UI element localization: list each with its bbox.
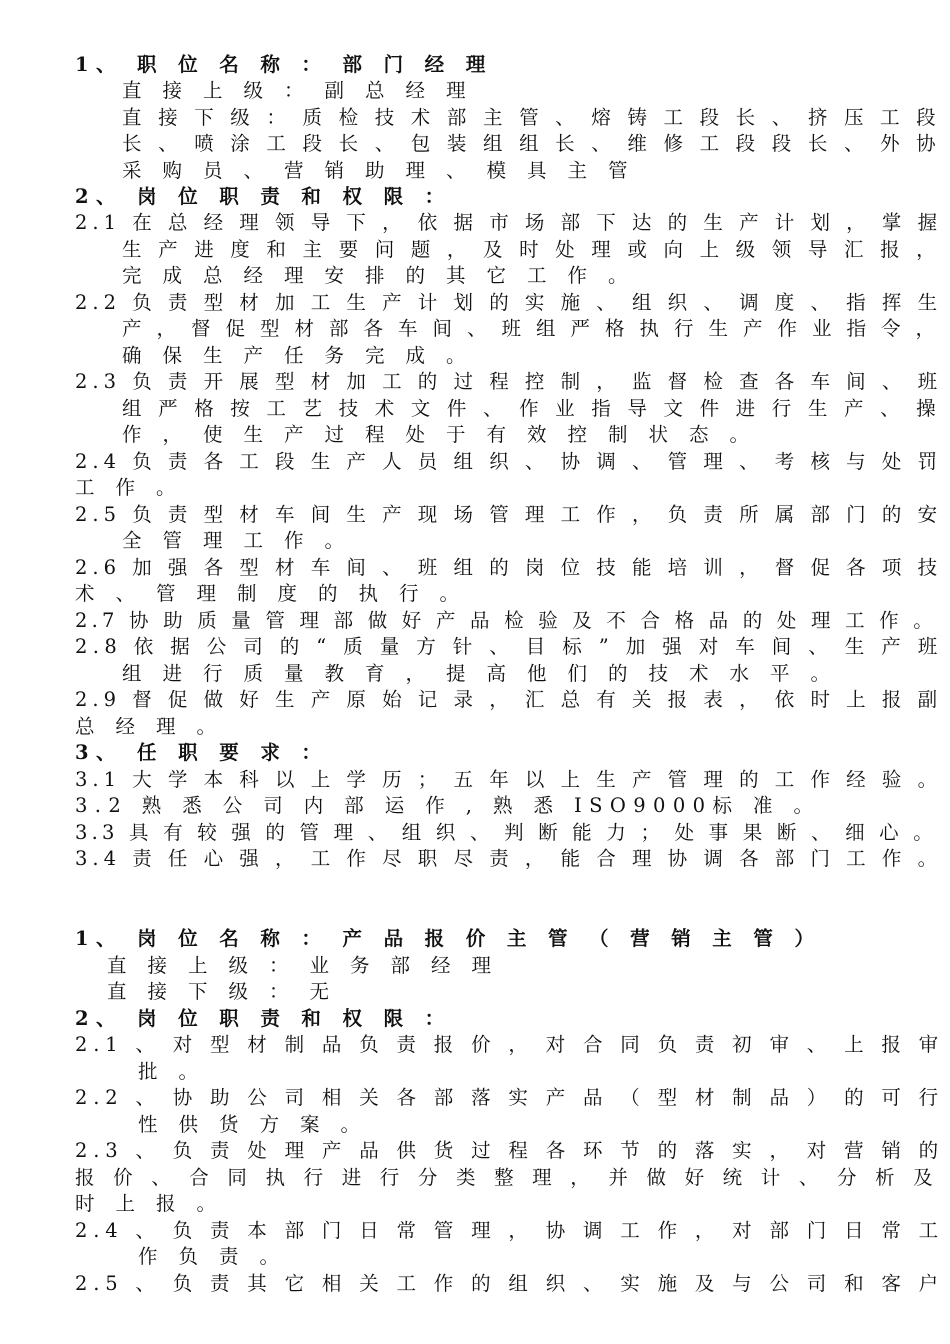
doc2-duty-2-4-line2: 作 负 责 。 xyxy=(138,1245,287,1268)
doc1-duty-2-3-line3: 作 ， 使 生 产 过 程 处 于 有 效 控 制 状 态 。 xyxy=(122,423,757,446)
doc1-direct-subordinate-line3: 采 购 员 、 营 销 助 理 、 模 具 主 管 xyxy=(122,159,635,182)
doc1-duty-2-7-line1: 2.7 协 助 质 量 管 理 部 做 好 产 品 检 验 及 不 合 格 品 的 处 理 工 作 。 xyxy=(75,609,937,632)
doc1-duty-2-5-line2: 全 管 理 工 作 。 xyxy=(122,529,352,552)
doc1-duty-2-9-line2: 总 经 理 。 xyxy=(75,715,224,738)
doc1-duty-2-2-line1: 2.2 负 责 型 材 加 工 生 产 计 划 的 实 施 、 组 织 、 调 度 、 指 挥 生 xyxy=(75,291,943,314)
doc1-duty-2-1-line1: 2.1 在 总 经 理 领 导 下 ， 依 据 市 场 部 下 达 的 生 产 计 划 ， 掌 握 xyxy=(75,211,943,234)
doc1-duty-2-4-line2: 工 作 。 xyxy=(75,476,183,499)
doc1-duty-2-1-line3: 完 成 总 经 理 安 排 的 其 它 工 作 。 xyxy=(122,264,635,287)
doc1-requirements-heading: 3、 任 职 要 求 ： xyxy=(75,741,329,764)
doc1-duty-2-8-line2: 组 进 行 质 量 教 育 ， 提 高 他 们 的 技 术 水 平 。 xyxy=(122,662,838,685)
doc1-duty-2-8-line1: 2.8 依 据 公 司 的 “ 质 量 方 针 、 目 标 ” 加 强 对 车 间 、 生 产 班 xyxy=(75,635,943,658)
doc1-requirement-3-4: 3.4 责 任 心 强 ， 工 作 尽 职 尽 责 ， 能 合 理 协 调 各 部 门 工 作 。 xyxy=(75,847,943,870)
doc2-duty-2-3-line1: 2.3 、 负 责 处 理 产 品 供 货 过 程 各 环 节 的 落 实 ， 对 营 销 的 xyxy=(75,1139,944,1162)
doc1-direct-subordinate-line2: 长 、 喷 涂 工 段 长 、 包 装 组 组 长 、 维 修 工 段 段 长 、 外 协 xyxy=(122,132,941,155)
doc1-duty-2-1-line2: 生 产 进 度 和 主 要 问 题 ， 及 时 处 理 或 向 上 级 领 导 汇 报 ， xyxy=(122,238,941,261)
doc1-duty-2-4-line1: 2.4 负 责 各 工 段 生 产 人 员 组 织 、 协 调 、 管 理 、 考 核 与 处 罚 xyxy=(75,450,943,473)
doc2-duty-2-5-line1: 2.5 、 负 责 其 它 相 关 工 作 的 组 织 、 实 施 及 与 公 司 和 客 户 xyxy=(75,1272,944,1295)
doc2-duties-heading: 2、 岗 位 职 责 和 权 限 ： xyxy=(75,1007,452,1030)
doc2-duty-2-4-line1: 2.4 、 负 责 本 部 门 日 常 管 理 ， 协 调 工 作 ， 对 部 门 日 常 工 xyxy=(75,1219,944,1242)
doc2-duty-2-2-line1: 2.2 、 协 助 公 司 相 关 各 部 落 实 产 品 （ 型 材 制 品 ） 的 可 行 xyxy=(75,1086,944,1109)
doc1-duty-2-5-line1: 2.5 负 责 型 材 车 间 生 产 现 场 管 理 工 作 ， 负 责 所 属 部 门 的 安 xyxy=(75,503,943,526)
doc1-requirement-3-1: 3.1 大 学 本 科 以 上 学 历 ； 五 年 以 上 生 产 管 理 的 工 作 经 验 。 xyxy=(75,768,943,791)
doc1-duty-2-3-line2: 组 严 格 按 工 艺 技 术 文 件 、 作 业 指 导 文 件 进 行 生 产 、 操 xyxy=(122,397,941,420)
doc2-direct-superior: 直 接 上 级 ： 业 务 部 经 理 xyxy=(107,954,499,977)
doc1-duties-heading: 2、 岗 位 职 责 和 权 限 ： xyxy=(75,185,452,208)
doc1-duty-2-2-line2: 产 ， 督 促 型 材 部 各 车 间 、 班 组 严 格 执 行 生 产 作 业 指 令 ， xyxy=(122,317,940,340)
doc1-requirement-3-3: 3.3 具 有 较 强 的 管 理 、 组 织 、 判 断 能 力 ； 处 事 果 断 、 细 心 。 xyxy=(75,821,937,844)
doc1-direct-subordinate-line1: 直 接 下 级 ： 质 检 技 术 部 主 管 、 熔 铸 工 段 长 、 挤 压 工 段 xyxy=(122,106,941,129)
doc2-duty-2-3-line3: 时 上 报 。 xyxy=(75,1192,224,1215)
doc1-requirement-3-2: 3.2 熟 悉 公 司 内 部 运 作 , 熟 悉 ISO9000标 准 。 xyxy=(75,794,821,817)
doc2-duty-2-1-line2: 批 。 xyxy=(138,1060,206,1083)
doc1-duty-2-9-line1: 2.9 督 促 做 好 生 产 原 始 记 录 ， 汇 总 有 关 报 表 ， 依 时 上 报 副 xyxy=(75,688,943,711)
doc1-duty-2-3-line1: 2.3 负 责 开 展 型 材 加 工 的 过 程 控 制 ， 监 督 检 查 各 车 间 、 班 xyxy=(75,370,943,393)
doc1-duty-2-6-line2: 术 、 管 理 制 度 的 执 行 。 xyxy=(75,582,467,605)
doc1-duty-2-6-line1: 2.6 加 强 各 型 材 车 间 、 班 组 的 岗 位 技 能 培 训 ， 督 促 各 项 技 xyxy=(75,556,943,579)
doc2-duty-2-1-line1: 2.1 、 对 型 材 制 品 负 责 报 价 ， 对 合 同 负 责 初 审 、 上 报 审 xyxy=(75,1033,944,1056)
doc1-position-title: 1、 职 位 名 称 ： 部 门 经 理 xyxy=(75,53,493,76)
doc2-duty-2-3-line2: 报 价 、 合 同 执 行 进 行 分 类 整 理 ， 并 做 好 统 计 、 分 析 及 xyxy=(75,1166,939,1189)
doc1-duty-2-2-line3: 确 保 生 产 任 务 完 成 。 xyxy=(122,344,473,367)
doc2-duty-2-2-line2: 性 供 货 方 案 。 xyxy=(138,1113,368,1136)
doc2-direct-subordinate: 直 接 下 级 ： 无 xyxy=(107,980,337,1003)
doc2-position-title: 1、 岗 位 名 称 ： 产 品 报 价 主 管 （ 营 销 主 管 ） xyxy=(75,927,822,950)
doc1-direct-superior: 直 接 上 级 ： 副 总 经 理 xyxy=(122,79,473,102)
